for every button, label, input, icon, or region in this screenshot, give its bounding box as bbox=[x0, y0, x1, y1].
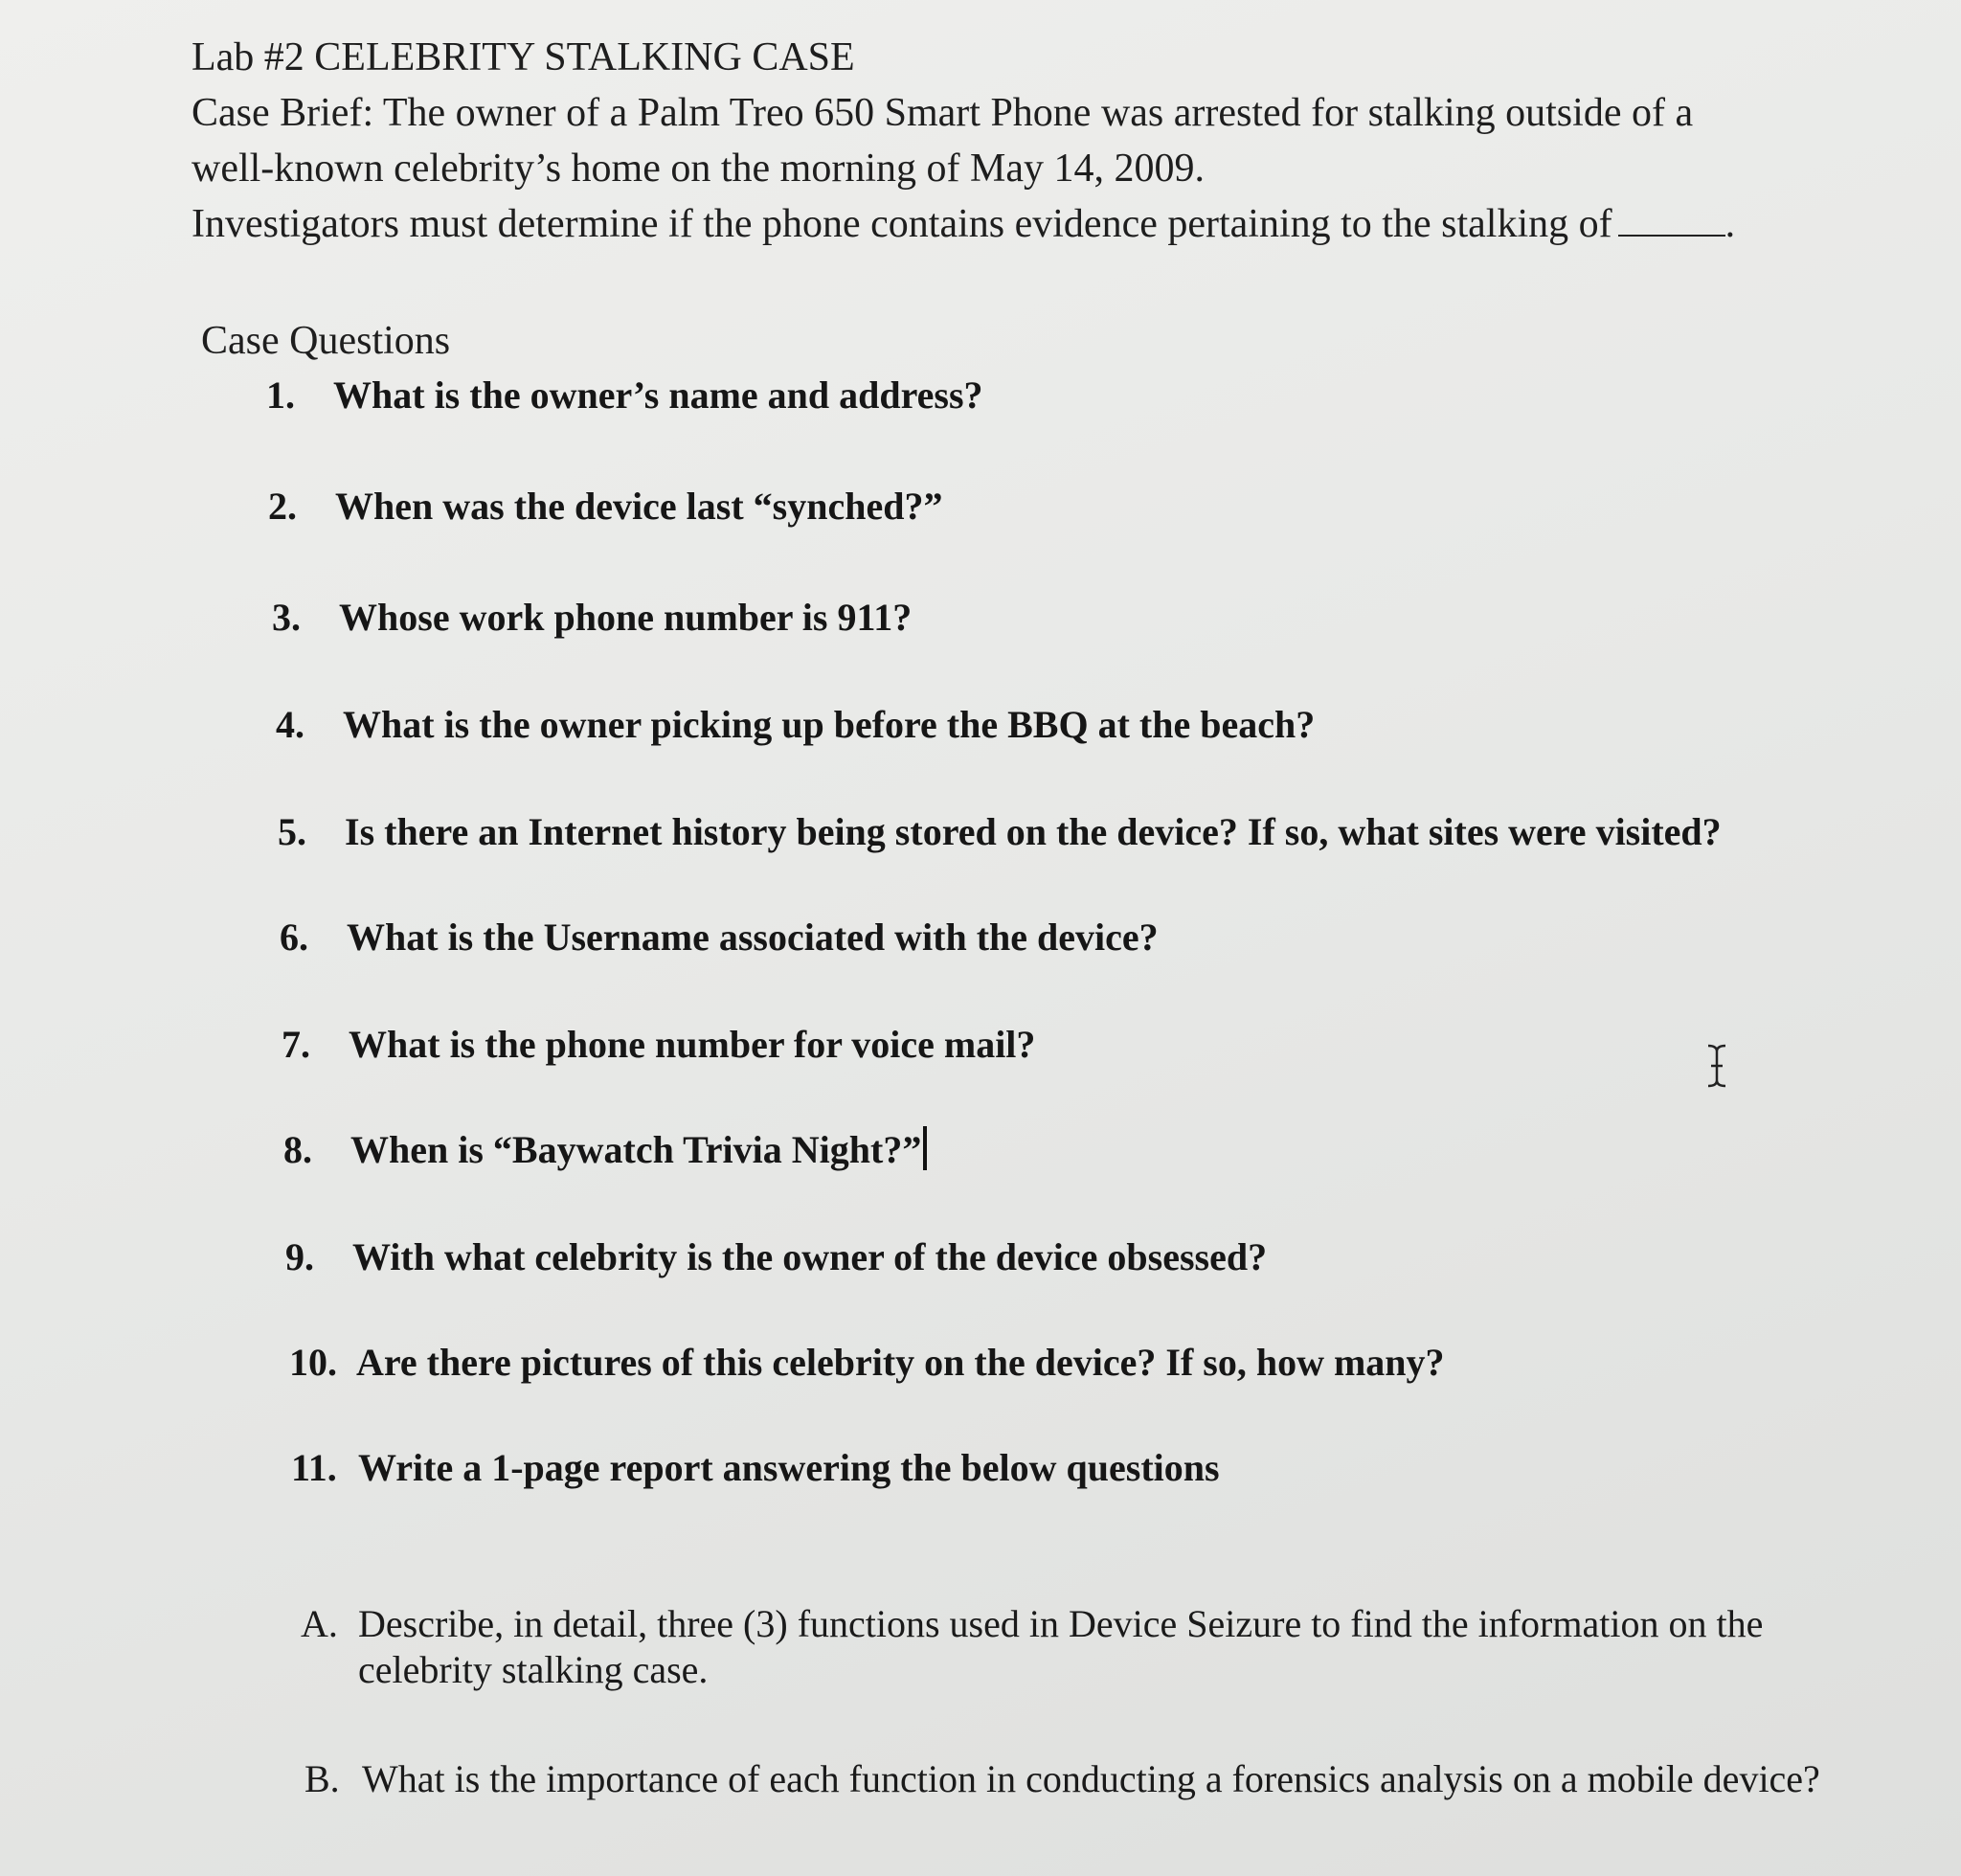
lab-title: Lab #2 CELEBRITY STALKING CASE bbox=[192, 35, 855, 79]
question-text: Is there an Internet history being stored on the device? If so, what sites were visited? bbox=[345, 810, 1722, 853]
fill-in-blank bbox=[1618, 200, 1725, 237]
report-question-a bbox=[301, 1601, 1833, 1693]
question-text: Write a 1-page report answering the below questions bbox=[358, 1446, 1220, 1489]
question-4 bbox=[276, 701, 1315, 749]
question-2 bbox=[268, 483, 942, 531]
question-number: 10. bbox=[289, 1341, 337, 1384]
question-text: What is the Username associated with the device? bbox=[347, 915, 1159, 959]
question-number: 11. bbox=[291, 1446, 337, 1489]
question-number: 8. bbox=[283, 1128, 312, 1171]
question-text: What is the owner picking up before the BBQ at the beach? bbox=[343, 703, 1316, 746]
case-questions-title: Case Questions bbox=[201, 319, 451, 363]
question-10 bbox=[289, 1339, 1445, 1387]
question-text: What is the phone number for voice mail? bbox=[349, 1023, 1036, 1066]
case-brief-line-3-text: Investigators must determine if the phone contains evidence pertaining to the stalking of bbox=[192, 202, 1612, 246]
question-11 bbox=[291, 1444, 1220, 1492]
question-1 bbox=[266, 372, 983, 419]
text-cursor bbox=[923, 1126, 927, 1170]
case-brief-line-3 bbox=[192, 199, 1735, 249]
question-text: Are there pictures of this celebrity on the device? If so, how many? bbox=[356, 1341, 1445, 1384]
question-9 bbox=[285, 1233, 1267, 1281]
question-number: 4. bbox=[276, 703, 304, 746]
question-5 bbox=[278, 808, 1722, 856]
report-text: Describe, in detail, three (3) functions used in Device Seizure to find the information on the celebrity stalking case. bbox=[358, 1602, 1764, 1691]
question-7 bbox=[282, 1021, 1035, 1069]
question-text: Whose work phone number is 911? bbox=[339, 596, 913, 639]
report-letter: A. bbox=[301, 1602, 338, 1645]
question-3 bbox=[272, 594, 912, 642]
question-number: 3. bbox=[272, 596, 301, 639]
question-6 bbox=[280, 914, 1159, 961]
question-number: 7. bbox=[282, 1023, 310, 1066]
question-text: What is the owner’s name and address? bbox=[333, 373, 983, 417]
question-number: 9. bbox=[285, 1235, 314, 1278]
report-question-b bbox=[304, 1756, 1837, 1802]
report-text: What is the importance of each function in conducting a forensics analysis on a mobile device? bbox=[362, 1757, 1820, 1800]
text-cursor-ibeam-icon bbox=[1702, 1042, 1731, 1090]
question-text: When is “Baywatch Trivia Night?” bbox=[350, 1128, 922, 1171]
question-number: 1. bbox=[266, 373, 295, 417]
question-number: 5. bbox=[278, 810, 306, 853]
case-brief-line-2: well-known celebrity’s home on the morning of May 14, 2009. bbox=[192, 147, 1205, 191]
case-brief-line-1: Case Brief: The owner of a Palm Treo 650 Smart Phone was arrested for stalking outside of a bbox=[192, 91, 1694, 135]
question-number: 6. bbox=[280, 915, 308, 959]
question-text: When was the device last “synched?” bbox=[335, 485, 943, 528]
report-letter: B. bbox=[304, 1757, 340, 1800]
question-text: With what celebrity is the owner of the device obsessed? bbox=[352, 1235, 1268, 1278]
question-number: 2. bbox=[268, 485, 297, 528]
question-8[interactable] bbox=[283, 1126, 927, 1174]
case-brief-line-3-end: . bbox=[1724, 202, 1736, 246]
